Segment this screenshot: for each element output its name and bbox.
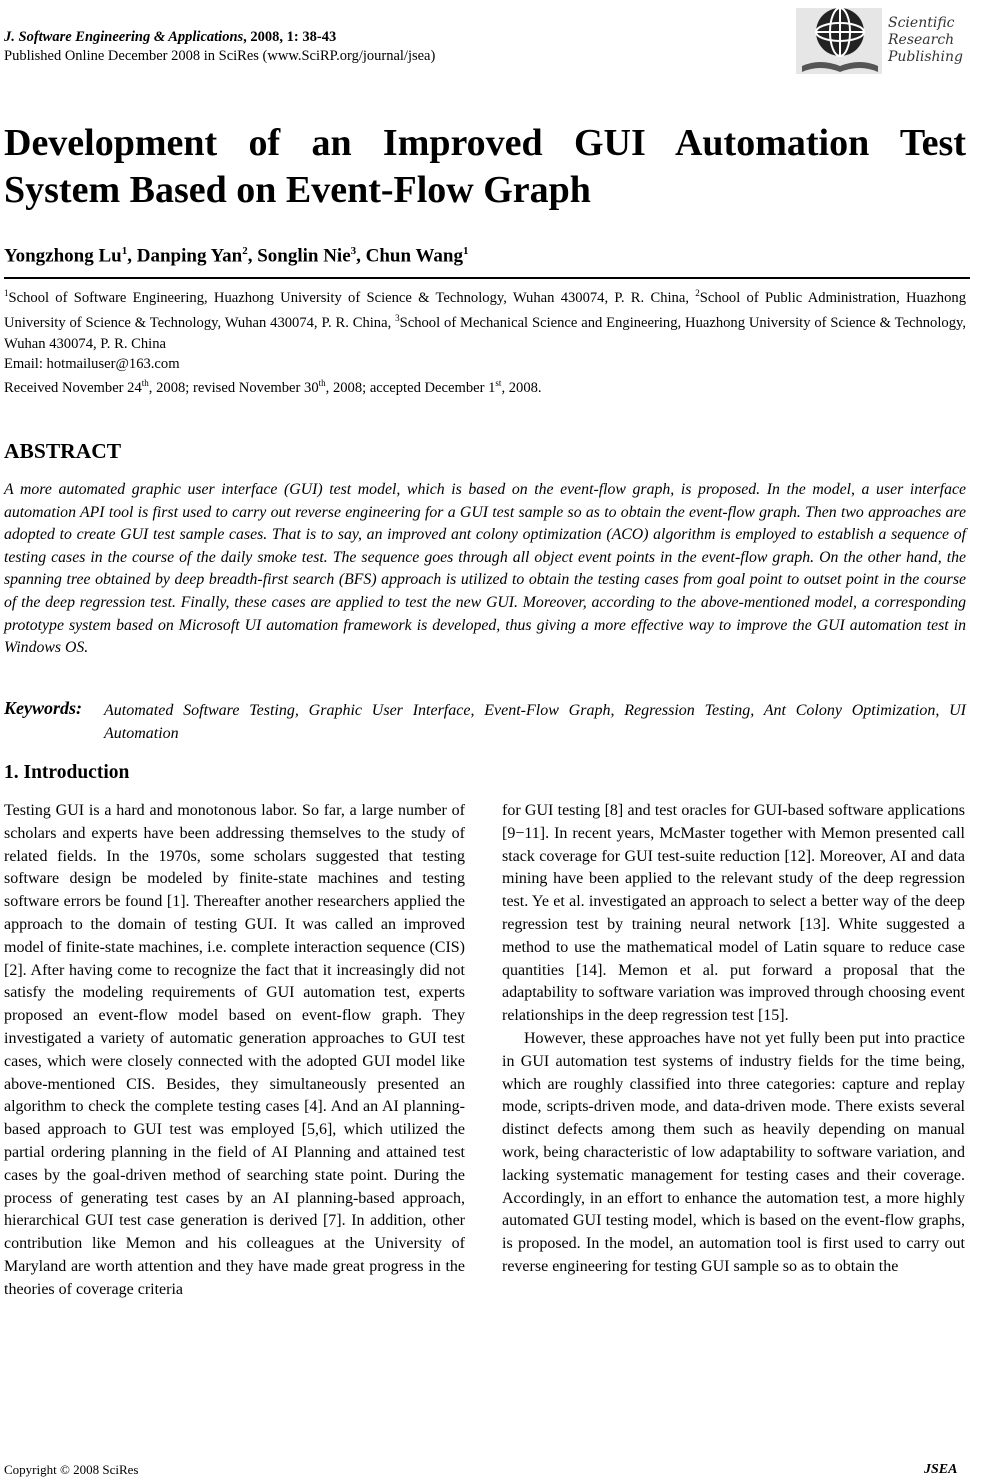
journal-volume: , 2008, 1: 38-43 — [243, 29, 337, 45]
title-divider — [4, 277, 970, 279]
section-heading-introduction: 1. Introduction — [4, 762, 130, 783]
journal-name: J. Software Engineering & Applications — [4, 29, 244, 45]
affiliations: $^1$School of Software Engineering, Huazhong University of Science & Technology, Wuhan 430074, P. R. China, $^2$School of Public Administration, Huazhong University of Science & Technology, Wuhan 430074, P. R. China, $^3$School of Mechanical Science and Engineering, Huazhong University of Science & Technology, Wuhan 430074, P. R. China Email: hotmailuser@163.com — [4, 283, 966, 375]
email: Email: hotmailuser@163.com — [4, 356, 180, 373]
received-dates: Received November 24th, 2008; revised November 30th, 2008; accepted December 1st, 2008. — [4, 378, 542, 396]
body-column-right — [502, 800, 965, 1279]
publisher-name: Scientific Research Publishing — [888, 15, 964, 65]
title-line-2: System Based on Event-Flow Graph — [4, 169, 591, 211]
author-list: Yongzhong Lu$^1$, Danping Yan$^2$, Songlin Nie$^3$, Chun Wang$^1$ — [4, 245, 469, 267]
globe-book-icon — [794, 2, 886, 78]
abstract-heading: ABSTRACT — [4, 439, 122, 463]
footer-copyright: Copyright © 2008 SciRes — [4, 1462, 139, 1477]
paragraph: However, these approaches have not yet fully been put into practice in GUI automation test systems of industry fields for the time being, which are roughly classified into three categories: capture and replay mode, scripts-driven mode, and data-driven mode. There exists several distinct defects among them such as heavily depending on manual work, being characteristic of low adaptability to software variation, and lacking systematic management for testing cases and their coverage. Accordingly, in an effort to enhance the automation test, a more highly automated GUI testing model, which is based on the event-flow graphs, is proposed. In the model, an automation tool is first used to carry out reverse engineering for testing GUI sample so as to obtain the — [502, 1029, 965, 1275]
publisher-logo — [794, 2, 974, 78]
keywords-text: Automated Software Testing, Graphic User Interface, Event-Flow Graph, Regression Testing, Ant Colony Optimization, UI Automation — [104, 702, 966, 742]
body-column-left — [4, 800, 465, 1302]
paragraph: Testing GUI is a hard and monotonous labor. So far, a large number of scholars and experts have been addressing themselves to the study of related fields. In the 1970s, some scholars suggested that testing software design be modeled by finite-state machines and testing software errors be found [1]. Thereafter another researchers applied the approach to the domain of testing GUI. It was called an improved model of finite-state machines, i.e. complete interaction sequence (CIS) [2]. After having come to recognize the fact that it increasingly did not satisfy the modeling requirements of GUI automation test, experts proposed an event-flow model based on event-flow graph. They investigated a variety of automatic generation approaches to GUI test cases, which were closely connected with the adopted GUI model like above-mentioned CIS. Besides, they simultaneously presented an algorithm to check the complete testing cases [4]. And an AI planning-based approach to GUI test was employed [5,6], which utilized the partial ordering planning in the field of AI Planning and attained test cases by the goal-driven method of searching state point. During the process of generating test cases by an AI planning-based approach, hierarchical GUI test case generation is derived [7]. In addition, other contribution like Memon and his colleagues at the University of Maryland are worth attention and they have made great progress in the theories of coverage criteria — [4, 802, 465, 1298]
paper-title — [4, 120, 966, 214]
abstract-text: A more automated graphic user interface (GUI) test model, which is based on the event-flow graph, is proposed. In the model, a user interface automation API tool is first used to carry out reverse engineering for a GUI test sample so as to obtain the event-flow graph. Then two approaches are adopted to create GUI test sample cases. That is to say, an improved ant colony optimization (ACO) algorithm is employed to establish a sequence of testing cases in the course of the daily smoke test. The sequence goes through all object event points in the event-flow graph. On the other hand, the spanning tree obtained by deep breadth-first search (BFS) approach is utilized to obtain the testing cases from goal point to outset point in the course of the deep regression test. Finally, these cases are applied to test the new GUI. Moreover, according to the above-mentioned model, a corresponding prototype system based on Microsoft UI automation framework is developed, thus giving a more effective way to improve the GUI automation test in Windows OS. — [4, 481, 966, 657]
keywords-label: Keywords: — [4, 698, 82, 718]
title-line-1: Development of an Improved GUI Automation Test — [4, 122, 966, 164]
footer-journal-abbrev: JSEA — [924, 1462, 958, 1477]
paragraph: for GUI testing [8] and test oracles for GUI-based software applications [9−11]. In recent years, McMaster together with Memon presented call stack coverage for GUI test-suite reduction [12]. Moreover, AI and data mining have been applied to the relevant study of the deep regression test. Ye et al. investigated an approach to select a better way of the deep regression test by training neural network [13]. White suggested a method to use the mathematical model of Latin square to reduce case quantities [14]. Memon et al. put forward a proposal that the adaptability to software variation was improved through choosing event relationships in the deep regression test [15]. — [502, 802, 965, 1025]
journal-header — [4, 28, 435, 66]
published-online: Published Online December 2008 in SciRes (www.SciRP.org/journal/jsea) — [4, 48, 436, 64]
